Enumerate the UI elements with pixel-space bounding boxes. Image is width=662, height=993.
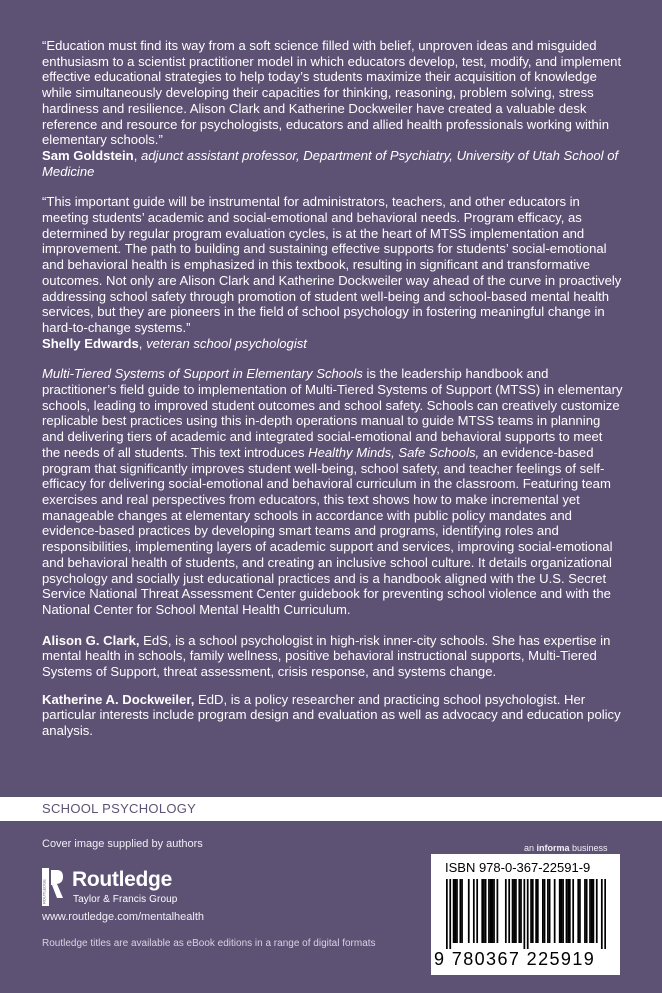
barcode-bar [559,879,561,943]
barcode-bar [483,879,485,943]
author-bio-2 [42,692,624,739]
description-text: is the leadership handbook and practitioner’s field guide to implementation of Multi-Tiered Systems of Support (MTSS) in elementary schools, leading to improved student outcomes and school safety. Schools can creatively customize replicable best practices using this in-depth operations manual to guide MTSS teams in planning and delivering tiers of academic and integrated social-emotional and behavioral supports to meet the needs of all students. This text introduces [42,366,623,460]
informa-suffix: business [569,843,608,853]
barcode-bar [497,879,499,943]
barcode-bar [586,879,588,943]
barcode-bar [459,879,461,943]
author-name: Alison G. Clark, [42,632,140,648]
barcode-bar [476,879,478,943]
barcode-bar [535,879,537,943]
isbn-label: ISBN 978-0-367-22591-9 [445,860,591,875]
endorsement-attribution-2: Shelly Edwards, veteran school psychologist [42,335,307,351]
barcode-bar [520,879,522,943]
ebook-note: Routledge titles are available as eBook editions in a range of digital formats [42,938,376,949]
endorser-role: veteran school psychologist [146,335,307,351]
barcode-bar [547,879,549,943]
barcode-bar [481,879,483,943]
informa-business-label [524,843,608,853]
barcode-bar [491,879,493,943]
barcode-bar [604,879,606,949]
author-bio-text: EdS, is a school psychologist in high-risk inner-city schools. She has expertise in mental health in schools, family wellness, positive behavioral instructional supports, Multi-Tiered Systems of Support, threat assessment, crisis response, and systems change. [42,632,611,680]
author-name: Katherine A. Dockweiler, [42,691,195,707]
barcode-bar [584,879,586,943]
barcode-bar [567,879,569,943]
informa-brand: informa [536,843,570,853]
author-bio-1 [42,633,624,680]
barcode-icon [446,879,606,949]
endorsement-quote-1: “Education must find its way from a soft science filled with belief, unproven ideas and misguided enthusiasm to a scientist practitioner model in which educators develop, test, modify, and implement effective educational strategies to help today’s students maximize their acquisition of knowledge while simultaneously developing their capacities for thinking, reasoning, problem solving, stress hardiness and resilience. Alison Clark and Katherine Dockweiler have created a valuable desk reference and resource for psychologists, educators and allied health professionals working within elementary schools.” [42,38,622,148]
barcode-bar [591,879,593,943]
barcode-bar [508,879,510,943]
barcode-bar [579,879,581,943]
description-text: an evidence-based program that significantly improves student well-being, school safety, and teacher feelings of self-efficacy for delivering social-emotional and behavioral curriculum in the classroom. Featuring team exercises and real perspectives from educators, this text shows how to make incremental yet manageable changes at elementary schools in accordance with public policy mandates and evidence-based practices by developing smart teams and programs, identifying roles and responsibilities, implementing layers of academic support and services, improving social-emotional and behavioral health of students, and creating an inclusive school culture. It details organizational psychology and socially just educational practices and is a handbook aligned with the U.S. Secret Service National Threat Assessment Center guidebook for preventing school violence and with the National Center for School Mental Health Curriculum. [42,444,613,617]
barcode-bar [515,879,517,943]
subject-label: SCHOOL PSYCHOLOGY [42,801,197,816]
publisher-name: Routledge [72,868,172,891]
barcode-bar [527,879,529,949]
barcode-bar [456,879,458,943]
barcode-bar [532,879,534,943]
isbn-barcode [431,854,620,975]
endorsement-quote-2: “This important guide will be instrumental for administrators, teachers, and other educators in meeting students’ academic and social-emotional and behavioral needs. Program efficacy, as determined by regular program evaluation cycles, is at the heart of MTSS implementation and improvement. The path to building and sustaining effective supports for students’ social-emotional and behavioral health is emphasized in this textbook, resulting in significant and transformative outcomes. Not only are Alison Clark and Katherine Dockweiler way ahead of the curve in proactively addressing school safety through promotion of student well-being and school-based mental health services, but they are pioneers in the field of school psychology in fostering meaningful change in hard-to-change systems.” [42,194,622,335]
barcode-bar [554,879,556,943]
barcode-bar [544,879,546,943]
barcode-bar [572,879,574,943]
barcode-bar [561,879,563,943]
informa-prefix: an [524,843,537,853]
barcode-bar [577,879,579,943]
publisher-group: Taylor & Francis Group [73,894,178,905]
barcode-bar [449,879,451,949]
barcode-bar [530,879,532,943]
barcode-bar [523,879,525,949]
barcode-digits: 9 780367 225919 [434,949,596,969]
barcode-bar [596,879,598,943]
program-name: Healthy Minds, Safe Schools, [308,444,480,460]
barcode-bar [485,879,487,943]
barcode-bar [461,879,463,943]
publisher-url: www.routledge.com/mentalhealth [42,911,205,923]
barcode-bar [493,879,495,943]
barcode-bar [518,879,520,943]
barcode-bar [542,879,544,943]
barcode-bar [569,879,571,943]
barcode-bar [505,879,507,943]
barcode-bar [454,879,456,943]
routledge-logo-icon [42,868,64,906]
endorser-name: Shelly Edwards [42,335,139,351]
barcode-bar [589,879,591,943]
barcode-bar [468,879,470,943]
endorsement-attribution-1: Sam Goldstein, adjunct assistant professor, Department of Psychiatry, University of Utah School of Medicine [42,147,619,179]
barcode-bar [566,879,568,943]
subject-band [0,797,662,821]
barcode-bar [473,879,475,943]
back-cover-text [42,38,624,751]
barcode-bar [601,879,603,949]
barcode-bar [488,879,490,943]
barcode-bar [453,879,455,943]
author-bio-text: EdD, is a policy researcher and practicing school psychologist. Her particular interests include program design and evaluation as well as advocacy and education policy analysis. [42,691,621,739]
barcode-bar [593,879,595,943]
barcode-bar [537,879,539,943]
endorser-name: Sam Goldstein [42,147,134,163]
cover-credit: Cover image supplied by authors [42,838,203,850]
barcode-bar [446,879,448,949]
barcode-bar [512,879,514,943]
barcode-bar [490,879,492,943]
logo-vertical-text: ROUTLEDGE [42,879,47,904]
barcode-bar [513,879,515,943]
barcode-bar [549,879,551,943]
endorser-role: adjunct assistant professor, Department of Psychiatry, University of Utah School of Medicine [42,147,619,179]
barcode-bar [562,879,564,943]
book-description [42,366,624,617]
book-title: Multi-Tiered Systems of Support in Elementary Schools [42,366,363,382]
